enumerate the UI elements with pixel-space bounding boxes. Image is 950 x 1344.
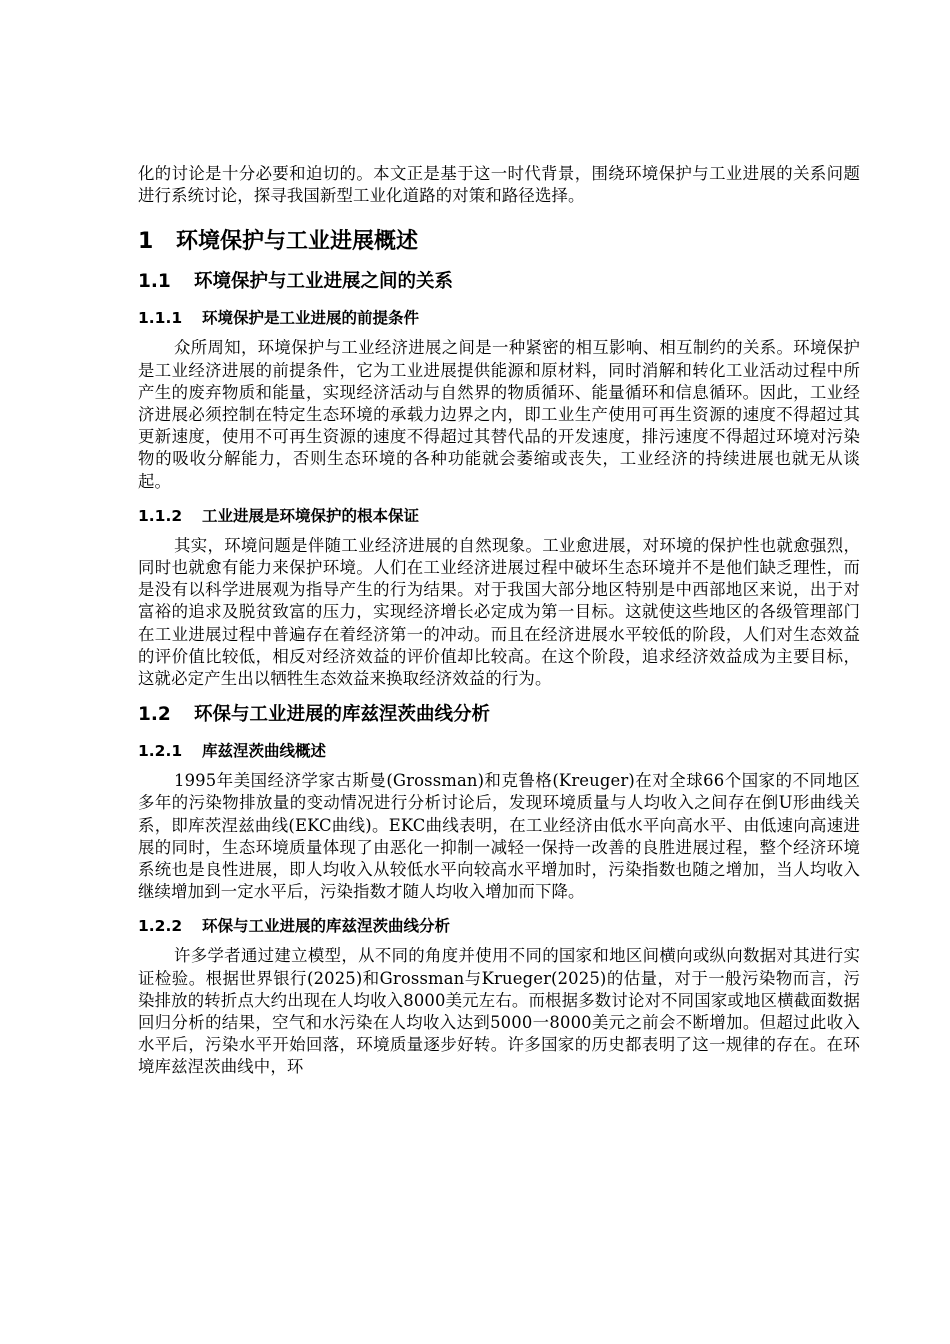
section-1-2-1-paragraph: 1995年美国经济学家古斯曼(Grossman)和克鲁格(Kreuger)在对全球66个国家的不同地区多年的污染物排放量的变动情况进行分析讨论后，发现环境质量与人均收入之间存在倒U形曲线关系，即库茨涅兹曲线(EKC曲线)。EKC曲线表明，在工业经济由低水平向高水平、由低速向高速进展的同时，生态环境质量体现了由恶化一抑制一减轻一保持一改善的良胜进展过程，整个经济环境系统也是良性进展，即人均收入从较低水平向较高水平增加时，污染指数也随之增加，当人均收入继续增加到一定水平后，污染指数才随人均收入增加而下降。	[138, 771, 860, 902]
section-number: 1.2.1	[138, 742, 183, 761]
section-1-2-heading	[138, 702, 860, 728]
section-number: 1.1.2	[138, 506, 183, 525]
section-1-2-1-heading	[138, 740, 860, 762]
section-1-1-1-heading	[138, 307, 860, 329]
section-1-heading	[138, 227, 860, 257]
section-1-1-2-paragraph: 其实，环境问题是伴随工业经济进展的自然现象。工业愈进展，对环境的保护性也就愈强烈，同时也就愈有能力来保护环境。人们在工业经济进展过程中破坏生态环境并不是他们缺乏理性，而是没有以科学进展观为指导产生的行为结果。对于我国大部分地区特别是中西部地区来说，出于对富裕的追求及脱贫致富的压力，实现经济增长必定成为第一目标。这就使这些地区的各级管理部门在工业进展过程中普遍存在着经济第一的冲动。而且在经济进展水平较低的阶段，人们对生态效益的评价值比较低，相反对经济效益的评价值却比较高。在这个阶段，追求经济效益成为主要目标，这就必定产生出以牺牲生态效益来换取经济效益的行为。	[138, 535, 860, 689]
section-title: 工业进展是环境保护的根本保证	[202, 506, 420, 525]
intro-paragraph: 化的讨论是十分必要和迫切的。本文正是基于这一时代背景，围绕环境保护与工业进展的关系问题进行系统讨论，探寻我国新型工业化道路的对策和路径选择。	[138, 164, 860, 206]
section-number: 1.1.1	[138, 309, 183, 328]
section-title: 环境保护与工业进展概述	[176, 229, 419, 255]
document-page	[138, 163, 860, 1079]
section-1-2-2-paragraph: 许多学者通过建立模型，从不同的角度并使用不同的国家和地区间横向或纵向数据对其进行实证检验。根据世界银行(2025)和Grossman与Krueger(2025)的估量，对于一般污染物而言，污染排放的转折点大约出现在人均收入8000美元左右。而根据多数讨论对不同国家或地区横截面数据回归分析的结果，空气和水污染在人均收入达到5000一8000美元之前会不断增加。但超过此收入水平后，污染水平开始回落，环境质量逐步好转。许多国家的历史都表明了这一规律的存在。在环境库兹涅茨曲线中，环	[138, 946, 860, 1077]
section-title: 环保与工业进展的库兹涅茨曲线分析	[194, 704, 491, 726]
section-number: 1	[138, 229, 154, 255]
section-number: 1.2.2	[138, 917, 183, 936]
section-number: 1.2	[138, 704, 171, 726]
section-1-1-2-heading	[138, 505, 860, 527]
section-number: 1.1	[138, 271, 171, 293]
section-1-1-1-paragraph: 众所周知，环境保护与工业经济进展之间是一种紧密的相互影响、相互制约的关系。环境保护是工业经济进展的前提条件，它为工业进展提供能源和原材料，同时消解和转化工业活动过程中所产生的废弃物质和能量，实现经济活动与自然界的物质循环、能量循环和信息循环。因此，工业经济进展必须控制在特定生态环境的承载力边界之内，即工业生产使用可再生资源的速度不得超过其更新速度，使用不可再生资源的速度不得超过其替代品的开发速度，排污速度不得超过环境对污染物的吸收分解能力，否则生态环境的各种功能就会萎缩或丧失，工业经济的持续进展也就无从谈起。	[138, 338, 860, 491]
section-title: 环境保护与工业进展之间的关系	[194, 271, 454, 293]
section-title: 库兹涅茨曲线概述	[202, 742, 327, 761]
section-1-1-heading	[138, 269, 860, 295]
section-title: 环保与工业进展的库兹涅茨曲线分析	[202, 917, 451, 936]
section-title: 环境保护是工业进展的前提条件	[202, 309, 420, 328]
section-1-2-2-heading	[138, 915, 860, 937]
